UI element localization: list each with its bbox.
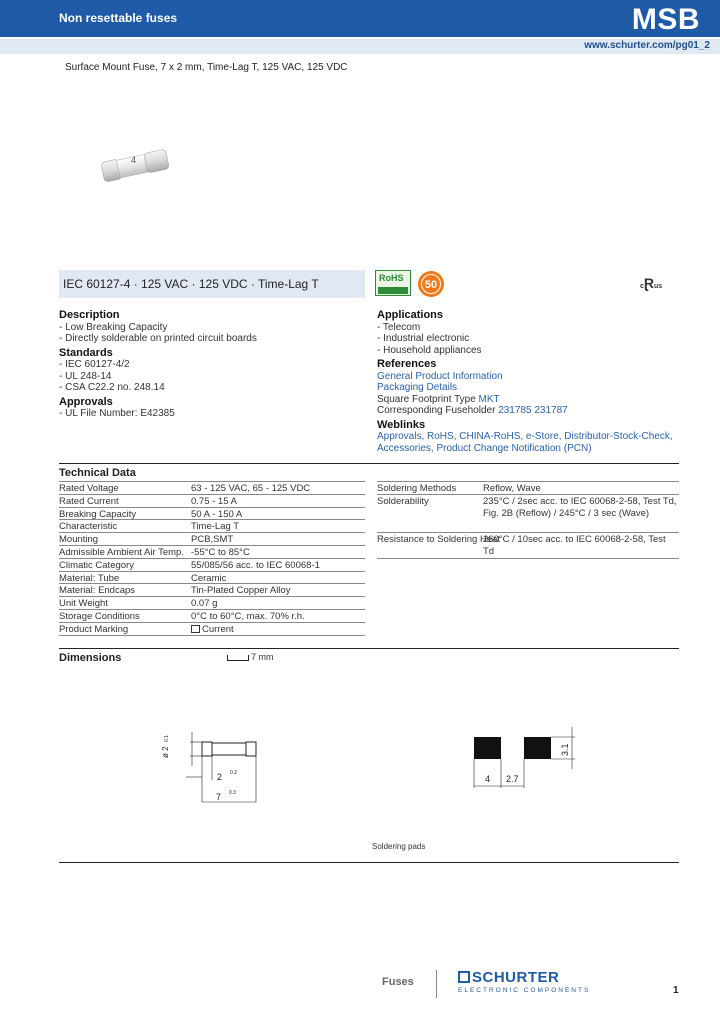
table-row: Material: Endcaps Tin-Plated Copper Alloy: [59, 584, 365, 597]
url-bar: [0, 39, 720, 54]
company-name: SCHURTER: [472, 969, 560, 986]
table-row: Characteristic Time-Lag T: [59, 520, 365, 533]
table-row: Product Marking Current: [59, 623, 365, 636]
references-title: References: [377, 358, 437, 370]
divider: [59, 862, 679, 863]
years-badge: [417, 270, 445, 298]
dim-length: 7: [216, 792, 222, 802]
company-tagline: ELECTRONIC COMPONENTS: [458, 987, 591, 994]
technical-title: Technical Data: [59, 467, 136, 479]
top-bar: [0, 0, 720, 37]
dim-pad-height: 3.1: [560, 743, 570, 756]
dim-cap: 2: [217, 772, 223, 782]
scale-indicator: 7 mm: [227, 652, 274, 662]
fuse-dimension-drawing: [150, 720, 280, 815]
pads-caption: Soldering pads: [372, 842, 426, 851]
footer-category: Fuses: [382, 976, 414, 988]
description-item: - Directly solderable on printed circuit boards: [59, 333, 257, 344]
schurter-logo: [458, 969, 590, 994]
fuseholder-label: Corresponding Fuseholder: [377, 405, 496, 416]
norm-bar: [59, 270, 365, 298]
dim-pad-gap: 2.7: [506, 774, 519, 784]
table-row: Mounting PCB,SMT: [59, 533, 365, 546]
product-url[interactable]: www.schurter.com/pg01_2: [584, 40, 710, 51]
page-number: 1: [673, 985, 679, 996]
dim-diameter-tol: 0.1: [164, 735, 170, 742]
table-row: Unit Weight 0.07 g: [59, 597, 365, 610]
ul-us: us: [654, 283, 663, 290]
table-row: Rated Voltage 63 - 125 VAC, 65 - 125 VDC: [59, 482, 365, 495]
applications-title: Applications: [377, 309, 444, 321]
fuse-photo: [98, 145, 178, 185]
section-title: Non resettable fuses: [59, 11, 178, 25]
footprint-label: Square Footprint Type: [377, 393, 476, 405]
table-row: Admissible Ambient Air Temp. -55°C to 85°C: [59, 546, 365, 559]
table-row: Material: Tube Ceramic: [59, 572, 365, 585]
dim-length-tol: 0.3: [229, 790, 236, 796]
dim-pad-width: 4: [485, 774, 491, 784]
dim-cap-tol: 0.2: [230, 770, 237, 776]
years-text: 50: [424, 279, 438, 291]
soldering-pads-drawing: [460, 722, 590, 802]
applications-item: - Household appliances: [377, 344, 482, 356]
product-subtitle: Surface Mount Fuse, 7 x 2 mm, Time-Lag T, 125 VAC, 125 VDC: [65, 62, 348, 73]
table-row: Storage Conditions 0°C to 60°C, max. 70% r.h.: [59, 610, 365, 623]
approvals-title: Approvals: [59, 395, 113, 408]
fuseholder-link[interactable]: 231787: [534, 405, 568, 416]
table-row: Soldering Methods Reflow, Wave: [377, 482, 679, 495]
ul-mark: cⱤus: [640, 275, 663, 291]
applications-item: - Industrial electronic: [377, 333, 470, 344]
technical-table-left: [59, 481, 365, 636]
standards-item: - IEC 60127-4/2: [59, 359, 130, 370]
table-row: Rated Current 0.75 - 15 A: [59, 495, 365, 508]
description-block: [59, 310, 359, 420]
footprint-link[interactable]: MKT: [478, 393, 500, 405]
norm-line: IEC 60127-4 · 125 VAC · 125 VDC · Time-Lag T: [63, 277, 319, 291]
description-item: - Low Breaking Capacity: [59, 321, 168, 333]
ul-c: c: [640, 283, 644, 290]
technical-table-right: [377, 481, 679, 559]
weblinks-title: Weblinks: [377, 418, 426, 431]
rohs-text: RoHS: [379, 273, 404, 283]
table-row: Resistance to Soldering Heat 260°C / 10sec acc. to IEC 60068-2-58, Test Td: [377, 533, 679, 559]
standards-item: - UL 248-14: [59, 370, 112, 382]
packaging-link[interactable]: Packaging Details: [377, 382, 458, 393]
weblinks-line[interactable]: Approvals, RoHS, CHINA-RoHS, e-Store, Distributor-Stock-Check,: [377, 431, 673, 442]
table-row: Breaking Capacity 50 A - 150 A: [59, 508, 365, 521]
dim-diameter: ø 2: [161, 746, 170, 758]
product-code: MSB: [631, 3, 700, 36]
rohs-stripe: [378, 287, 408, 294]
applications-block: [377, 310, 677, 454]
marking-logo-icon: [191, 625, 200, 633]
divider: [59, 463, 679, 464]
table-row: Solderability 235°C / 2sec acc. to IEC 60068-2-58, Test Td, Fig. 2B (Reflow) / 245°C / 3 sec (Wave): [377, 495, 679, 533]
rohs-badge: [375, 270, 411, 296]
fuseholder-link[interactable]: 231785: [498, 405, 532, 416]
applications-item: - Telecom: [377, 321, 421, 333]
table-row: Climatic Category 55/085/56 acc. to IEC 60068-1: [59, 559, 365, 572]
divider: [59, 648, 679, 649]
scale-bar-icon: [227, 655, 249, 661]
weblinks-line[interactable]: Accessories, Product Change Notification (PCN): [377, 442, 592, 454]
description-title: Description: [59, 309, 120, 321]
standards-item: - CSA C22.2 no. 248.14: [59, 382, 165, 393]
approvals-item: - UL File Number: E42385: [59, 408, 175, 419]
schurter-logo-icon: [458, 971, 470, 983]
dimensions-title: Dimensions: [59, 652, 122, 664]
standards-title: Standards: [59, 346, 113, 359]
footer-separator: [436, 970, 437, 998]
general-info-link[interactable]: General Product Information: [377, 370, 503, 382]
fuse-marking: 4: [131, 155, 137, 165]
